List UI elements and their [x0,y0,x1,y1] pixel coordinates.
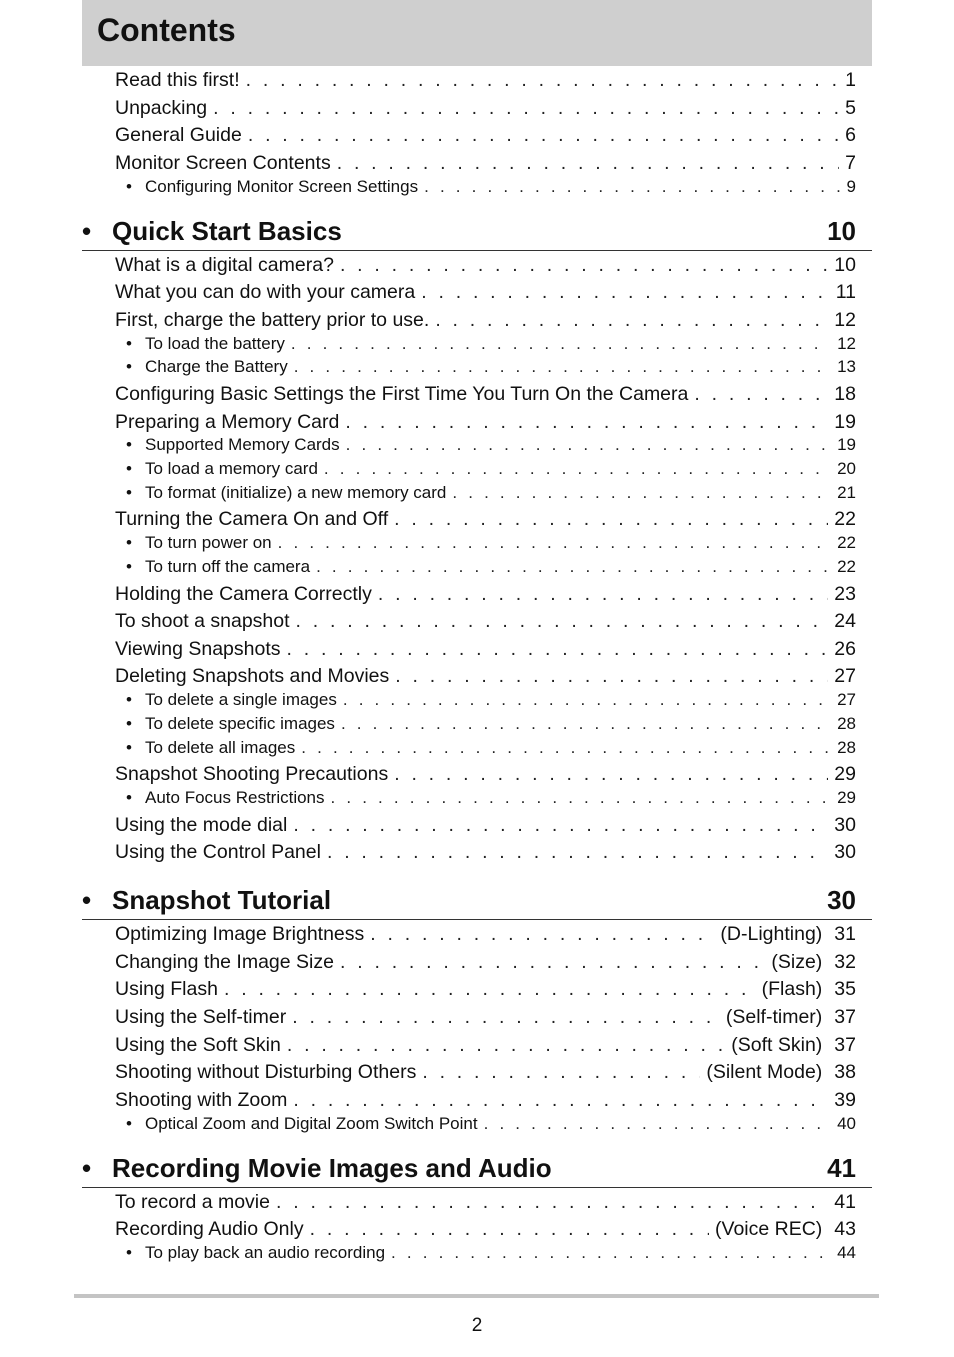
toc-subentry[interactable] [126,178,856,195]
toc-entry-page: 23 [834,582,856,605]
toc-entry-page: 31 [834,923,856,946]
toc-entry-label: Preparing a Memory Card [115,410,340,433]
toc-entry-label: Optimizing Image Brightness [115,923,365,946]
toc-entry-page: 28 [837,737,856,757]
toc-subentry[interactable] [126,436,856,453]
toc-entry-label: Snapshot Shooting Precautions [115,763,389,786]
toc-subentry[interactable] [126,739,856,756]
toc-subentry[interactable] [126,335,856,352]
toc-entry[interactable] [115,96,856,119]
toc-entry-label: Changing the Image Size [115,950,334,973]
toc-entry-label: General Guide [115,124,242,147]
toc-entry[interactable] [115,283,856,303]
toc-entry-page: 24 [834,610,856,633]
toc-entry-label: What you can do with your camera [115,281,416,304]
dot-leader [224,980,756,1000]
toc-entry-page: 32 [834,950,856,973]
toc-entry-label: Auto Focus Restrictions [145,788,325,807]
toc-entry-label: Holding the Camera Correctly [115,582,372,605]
section-title: Quick Start Basics [112,215,342,246]
toc-entry[interactable] [115,71,856,91]
toc-entry[interactable] [115,1190,856,1213]
bullet-icon: • [126,533,132,553]
dot-leader [394,510,828,530]
dot-leader [391,1244,831,1261]
dot-leader [278,534,831,551]
toc-entry[interactable] [115,1005,856,1028]
toc-entry-page: 1 [845,69,856,91]
toc-entry-page: 28 [837,713,856,733]
toc-entry[interactable] [115,765,856,785]
dot-leader [422,1063,700,1083]
toc-entry-tag: (Soft Skin) [731,1033,823,1056]
toc-entry-label: First, charge the battery prior to use. [115,308,430,331]
section-page: 41 [827,1152,856,1183]
page-title: Contents [97,12,236,48]
bullet-icon: • [126,176,132,196]
section-page: 10 [827,215,856,246]
bullet-icon: • [126,435,132,455]
dot-leader [310,1220,709,1240]
toc-entry-label: Using the mode dial [115,813,288,836]
toc-entry-label: Optical Zoom and Digital Zoom Switch Point [145,1113,478,1133]
dot-leader [327,843,828,863]
toc-entry-page: 29 [837,788,856,807]
dot-leader [292,1008,720,1028]
toc-entry[interactable] [115,151,856,174]
toc-subentry[interactable] [126,534,856,551]
dot-leader [296,612,829,632]
toc-entry-page: 13 [837,357,856,377]
dot-leader [213,99,839,119]
toc-entry-page: 26 [834,637,856,660]
toc-entry-label: Configuring Monitor Screen Settings [145,176,419,196]
toc-entry-label: To delete all images [145,737,296,757]
dot-leader [331,789,832,806]
bullet-icon: • [126,788,132,807]
dot-leader [484,1115,831,1132]
toc-entry[interactable] [115,950,856,973]
dot-leader [395,667,828,687]
toc-entry-page: 12 [834,308,856,331]
dot-leader [337,154,839,174]
toc-entry[interactable] [115,253,856,276]
toc-entry-page: 19 [834,410,856,433]
toc-entry-page: 20 [837,459,856,479]
toc-entry[interactable] [115,410,856,433]
section-title: Snapshot Tutorial [112,885,332,916]
toc-entry-label: Unpacking [115,96,208,119]
toc-entry-label: To format (initialize) a new memory card [145,482,447,502]
toc-entry-page: 7 [845,151,856,174]
toc-entry-page: 37 [834,1033,856,1056]
toc-entry-page: 43 [834,1218,856,1241]
dot-leader [345,413,828,433]
page-number: 2 [471,1315,483,1336]
toc-entry[interactable] [115,382,856,405]
toc-entry-label: Monitor Screen Contents [115,151,331,174]
toc-entry-label: Read this first! [115,69,240,91]
bullet-icon: • [126,690,132,710]
toc-entry-page: 18 [834,382,856,405]
dot-leader [370,925,714,945]
toc-entry[interactable] [115,843,856,863]
toc-entry-page: 35 [834,978,856,1001]
toc-entry[interactable] [115,126,856,146]
toc-entry-label: Supported Memory Cards [145,435,340,455]
toc-entry[interactable] [115,980,856,1000]
dot-leader [294,358,831,375]
bullet-icon: • [82,885,92,916]
toc-entry-tag: (Silent Mode) [706,1061,823,1084]
toc-entry-label: Recording Audio Only [115,1218,304,1241]
dot-leader [378,585,828,605]
toc-entry-label: Using Flash [115,978,218,1001]
dot-leader [293,1091,828,1111]
toc-entry-page: 38 [834,1061,856,1084]
toc-entry-page: 9 [846,176,856,196]
toc-entry-label: To delete a single images [145,690,337,710]
bullet-icon: • [82,215,92,246]
toc-entry-tag: (Size) [771,950,823,973]
toc-entry-label: To turn off the camera [145,557,311,576]
bullet-icon: • [126,1113,132,1133]
toc-entry-tag: (Self-timer) [725,1005,823,1028]
toc-entry-page: 10 [834,253,856,276]
toc-entry-page: 37 [834,1005,856,1028]
toc-entry-page: 12 [837,333,856,353]
toc-entry-page: 40 [837,1113,856,1133]
toc-subentry[interactable] [126,484,856,501]
toc-entry-page: 27 [834,665,856,688]
toc-subentry[interactable] [126,715,856,732]
section-title: Recording Movie Images and Audio [112,1152,552,1183]
toc-entry-label: To load a memory card [145,459,318,479]
toc-entry-page: 5 [845,96,856,119]
dot-leader [324,460,831,477]
dot-leader [343,691,831,708]
toc-entry-label: To shoot a snapshot [115,610,290,633]
toc-entry-label: Deleting Snapshots and Movies [115,665,390,688]
toc-entry-page: 22 [837,533,856,553]
toc-entry[interactable] [115,1088,856,1111]
toc-entry-page: 19 [837,435,856,455]
dot-leader [276,1193,828,1213]
toc-entry-tag: (Flash) [761,978,823,1001]
toc-entry-label: To turn power on [145,533,272,553]
dot-leader [301,739,831,756]
toc-entry-label: To load the battery [145,333,285,353]
toc-entry-page: 6 [845,124,856,147]
toc-subentry[interactable] [126,558,856,575]
section-heading[interactable] [82,1147,872,1188]
toc-entry-label: To play back an audio recording [145,1242,386,1262]
dot-leader [316,558,831,575]
toc-entry[interactable] [115,510,856,530]
toc-entry[interactable] [115,1033,856,1056]
toc-subentry[interactable] [126,460,856,477]
toc-entry-page: 27 [837,690,856,710]
bullet-icon: • [126,482,132,502]
dot-leader [291,335,831,352]
toc-subentry[interactable] [126,691,856,708]
toc-entry-page: 22 [837,557,856,576]
toc-entry[interactable] [115,925,856,945]
dot-leader [246,71,840,91]
bullet-icon: • [126,713,132,733]
footer-divider [74,1294,879,1298]
toc-entry-label: To delete specific images [145,713,335,733]
toc-entry-tag: (Voice REC) [715,1218,823,1241]
bullet-icon: • [82,1152,92,1183]
dot-leader [694,385,828,405]
toc-entry-page: 30 [834,813,856,836]
toc-entry-label: To record a movie [115,1190,270,1213]
toc-entry[interactable] [115,813,856,836]
dot-leader [287,640,829,660]
toc-entry-label: Using the Control Panel [115,841,321,864]
toc-entry-label: Configuring Basic Settings the First Time You Turn On the Camera [115,382,689,405]
bullet-icon: • [126,557,132,576]
toc-entry[interactable] [115,667,856,687]
toc-subentry[interactable] [126,1244,856,1261]
toc-entry-page: 21 [837,482,856,502]
toc-entry-page: 41 [834,1190,856,1213]
contents-header [82,0,872,66]
toc-entry-page: 22 [834,508,856,531]
toc-entry-label: Shooting without Disturbing Others [115,1061,417,1084]
toc-entry[interactable] [115,637,856,660]
section-heading[interactable] [82,879,872,920]
toc-entry-label: Charge the Battery [145,357,288,377]
toc-entry-label: Using the Self-timer [115,1005,287,1028]
bullet-icon: • [126,333,132,353]
toc-entry-label: What is a digital camera? [115,253,334,276]
bullet-icon: • [126,459,132,479]
toc-entry[interactable] [115,308,856,331]
bullet-icon: • [126,737,132,757]
toc-entry-page: 44 [837,1242,856,1262]
dot-leader [452,484,831,501]
dot-leader [346,436,831,453]
toc-entry[interactable] [115,1220,856,1240]
toc-subentry[interactable] [126,358,856,375]
toc-entry-label: Viewing Snapshots [115,637,281,660]
bullet-icon: • [126,1242,132,1262]
toc-entry-page: 39 [834,1088,856,1111]
toc-subentry[interactable] [126,789,856,806]
dot-leader [424,178,840,195]
dot-leader [421,283,830,303]
toc-entry-page: 29 [834,763,856,786]
dot-leader [293,816,828,836]
toc-entry[interactable] [115,612,856,632]
dot-leader [340,953,765,973]
dot-leader [394,765,828,785]
bullet-icon: • [126,357,132,377]
section-heading[interactable] [82,210,872,251]
section-page: 30 [827,885,856,916]
dot-leader [340,256,828,276]
dot-leader [341,715,831,732]
toc-subentry[interactable] [126,1115,856,1132]
toc-entry-label: Using the Soft Skin [115,1033,281,1056]
toc-entry-tag: (D-Lighting) [720,923,823,946]
toc-entry[interactable] [115,582,856,605]
dot-leader [435,311,828,331]
toc-entry[interactable] [115,1063,856,1083]
toc-entry-label: Turning the Camera On and Off [115,508,389,531]
toc-entry-label: Shooting with Zoom [115,1088,288,1111]
toc-entry-page: 11 [835,281,856,304]
dot-leader [248,126,839,146]
toc-entry-page: 30 [834,841,856,864]
dot-leader [287,1036,725,1056]
